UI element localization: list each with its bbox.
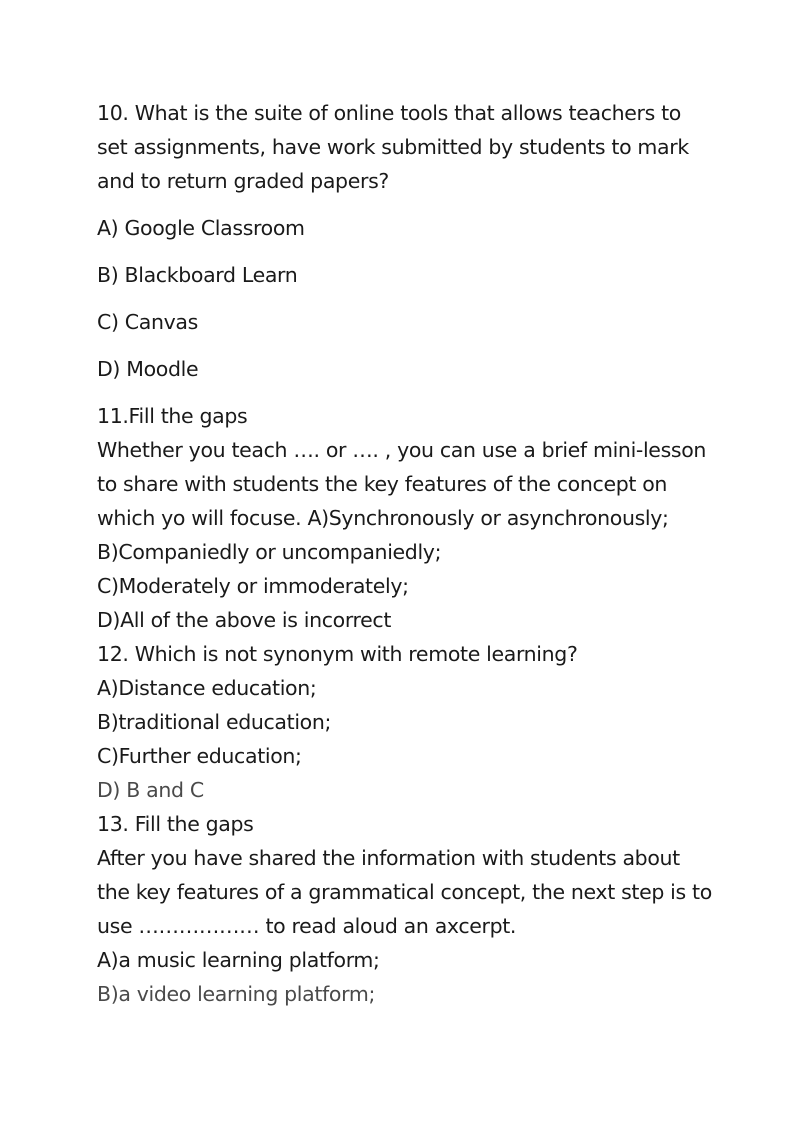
question-13-option-b: B)a video learning platform;: [97, 982, 376, 1006]
question-10: [97, 96, 737, 399]
question-13: [97, 807, 737, 1011]
question-10-option-b: B) Blackboard Learn: [97, 263, 298, 287]
question-11-text-line-3: which yo will focuse. A)Synchronously or asynchronously;: [97, 506, 669, 530]
question-11-heading: 11.Fill the gaps: [97, 404, 248, 428]
question-12-option-c: C)Further education;: [97, 744, 302, 768]
question-12: [97, 637, 737, 807]
question-13-text-line-2: the key features of a grammatical concept, the next step is to: [97, 880, 712, 904]
question-12-option-b: B)traditional education;: [97, 710, 332, 734]
question-11: [97, 399, 737, 637]
question-10-option-c: C) Canvas: [97, 310, 198, 334]
question-10-text-line-2: set assignments, have work submitted by students to mark: [97, 135, 689, 159]
question-11-option-c: C)Moderately or immoderately;: [97, 574, 409, 598]
question-11-text-line-1: Whether you teach …. or …. , you can use a brief mini-lesson: [97, 438, 707, 462]
question-13-heading: 13. Fill the gaps: [97, 812, 254, 836]
question-13-option-a: A)a music learning platform;: [97, 948, 380, 972]
question-12-option-a: A)Distance education;: [97, 676, 317, 700]
question-10-text-line-3: and to return graded papers?: [97, 169, 389, 193]
question-10-option-a: A) Google Classroom: [97, 216, 305, 240]
question-11-text-line-2: to share with students the key features of the concept on: [97, 472, 668, 496]
question-10-option-d: D) Moodle: [97, 357, 199, 381]
question-13-text-line-3: use ……………… to read aloud an axcerpt.: [97, 914, 517, 938]
question-12-option-d: D) B and C: [97, 778, 204, 802]
document-body: [97, 96, 737, 1011]
question-11-option-d: D)All of the above is incorrect: [97, 608, 392, 632]
question-12-text: 12. Which is not synonym with remote learning?: [97, 642, 578, 666]
question-10-text-line-1: 10. What is the suite of online tools that allows teachers to: [97, 101, 681, 125]
question-13-text-line-1: After you have shared the information with students about: [97, 846, 680, 870]
question-11-option-b: B)Companiedly or uncompaniedly;: [97, 540, 442, 564]
